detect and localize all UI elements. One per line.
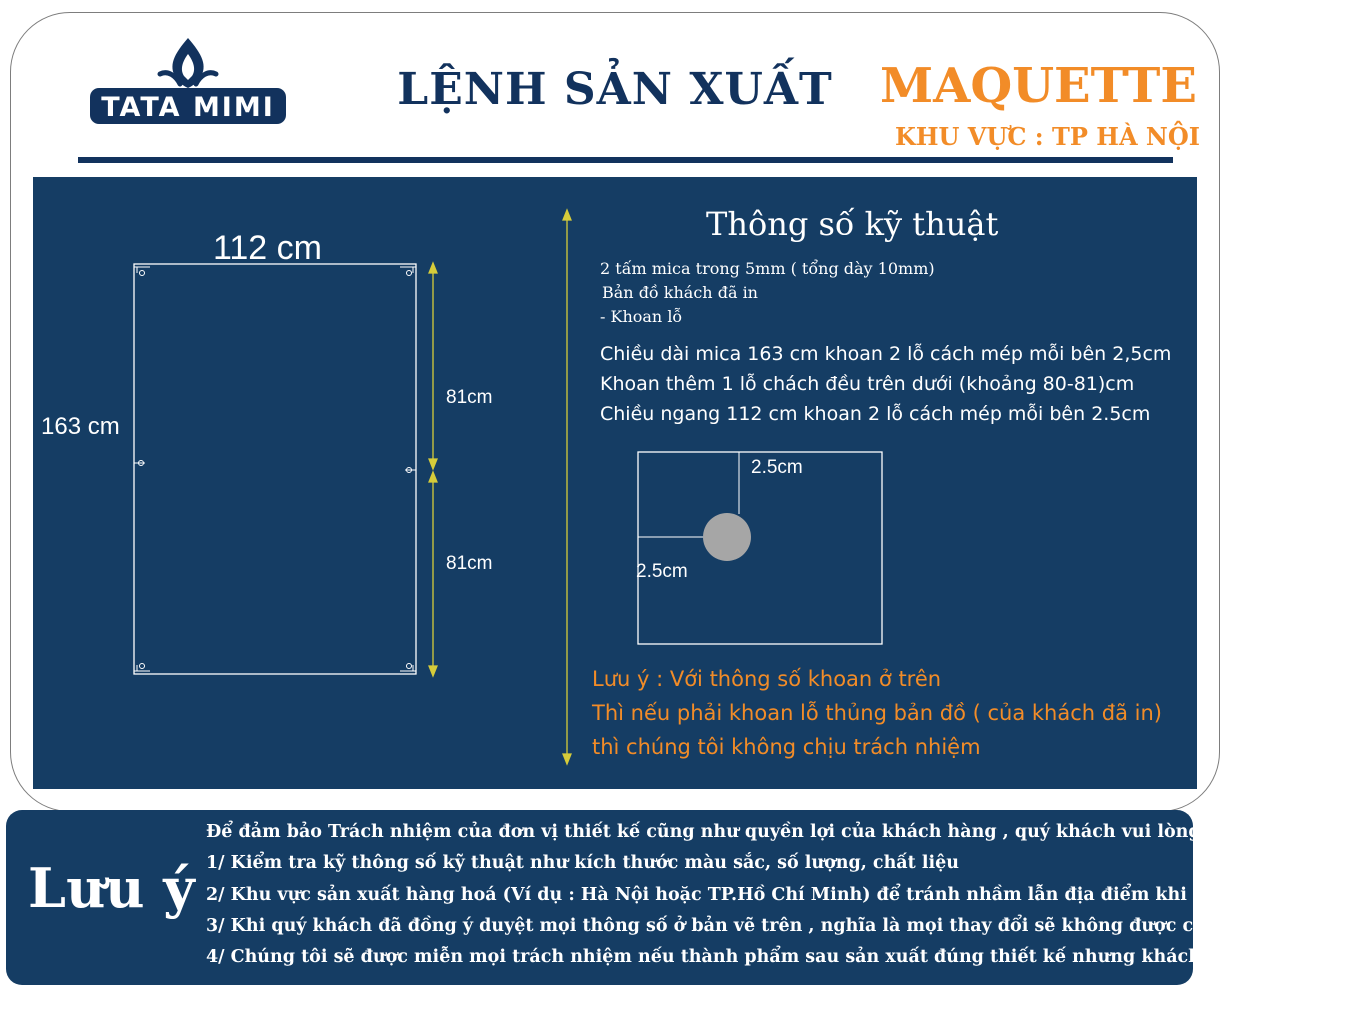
drilling-note-line: thì chúng tôi không chịu trách nhiệm [592,735,981,759]
product-category: MAQUETTE [880,58,1197,114]
corner-holes [134,267,416,671]
segment-top-label: 81cm [446,387,493,408]
notice-heading: Lưu ý [28,856,195,920]
notice-line: 3/ Khi quý khách đã đồng ý duyệt mọi thông số ở bản vẽ trên , nghĩa là mọi thay đổi sẽ không được chấp nhận [206,916,1286,936]
hole-top-left [140,271,145,276]
spec-line: - Khoan lỗ [600,307,683,326]
spec-detail-line: Chiều dài mica 163 cm khoan 2 lỗ cách mép mỗi bên 2,5cm [600,343,1172,365]
detail-offset-top-label: 2.5cm [751,457,803,478]
spec-title: Thông số kỹ thuật [706,205,999,243]
segment-bottom-label: 81cm [446,553,493,574]
notice-box [6,810,1348,985]
tatamimi-logo [88,30,288,130]
spec-detail-line: Khoan thêm 1 lỗ chách đều trên dưới (khoảng 80-81)cm [600,373,1135,395]
detail-offset-left-label: 2.5cm [636,561,688,582]
mica-sheet-outline [134,264,416,674]
hole-detail-circle [703,513,751,561]
hole-detail-box [638,452,882,644]
drilling-note-line: Thì nếu phải khoan lỗ thủng bản đồ ( của khách đã in) [592,701,1162,725]
drilling-note-line: Lưu ý : Với thông số khoan ở trên [592,667,942,691]
notice-line: 4/ Chúng tôi sẽ được miễn mọi trách nhiệm nếu thành phẩm sau sản xuất đúng thiết kế nhưng khách muốn thay đổi [206,947,1348,967]
hole-bottom-right [407,664,412,669]
hole-top-right [407,271,412,276]
notice-line: 2/ Khu vực sản xuất hàng hoá (Ví dụ : Hà Nội hoặc TP.Hồ Chí Minh) để tránh nhầm lẫn địa điểm khi giao hàng [206,885,1291,905]
spec-line: Bản đồ khách đã in [602,283,758,302]
dimension-arrows [429,210,571,764]
spec-detail-line: Chiều ngang 112 cm khoan 2 lỗ cách mép mỗi bên 2.5cm [600,403,1151,425]
header-divider [78,157,1173,163]
spec-line: 2 tấm mica trong 5mm ( tổng dày 10mm) [600,259,935,278]
production-region: KHU VỰC : TP HÀ NỘI [894,122,1200,151]
notice-line: Để đảm bảo Trách nhiệm của đơn vị thiết kế cũng như quyền lợi của khách hàng , quý khách vui lòng [206,822,1201,842]
technical-panel [33,177,1197,789]
width-label: 112 cm [213,229,322,267]
height-label: 163 cm [41,413,120,440]
document-title: LỆNH SẢN XUẤT [397,64,833,115]
logo-text: TATA MIMI [101,92,275,123]
hole-bottom-left [140,664,145,669]
notice-line: 1/ Kiểm tra kỹ thông số kỹ thuật như kích thước màu sắc, số lượng, chất liệu [206,853,959,873]
